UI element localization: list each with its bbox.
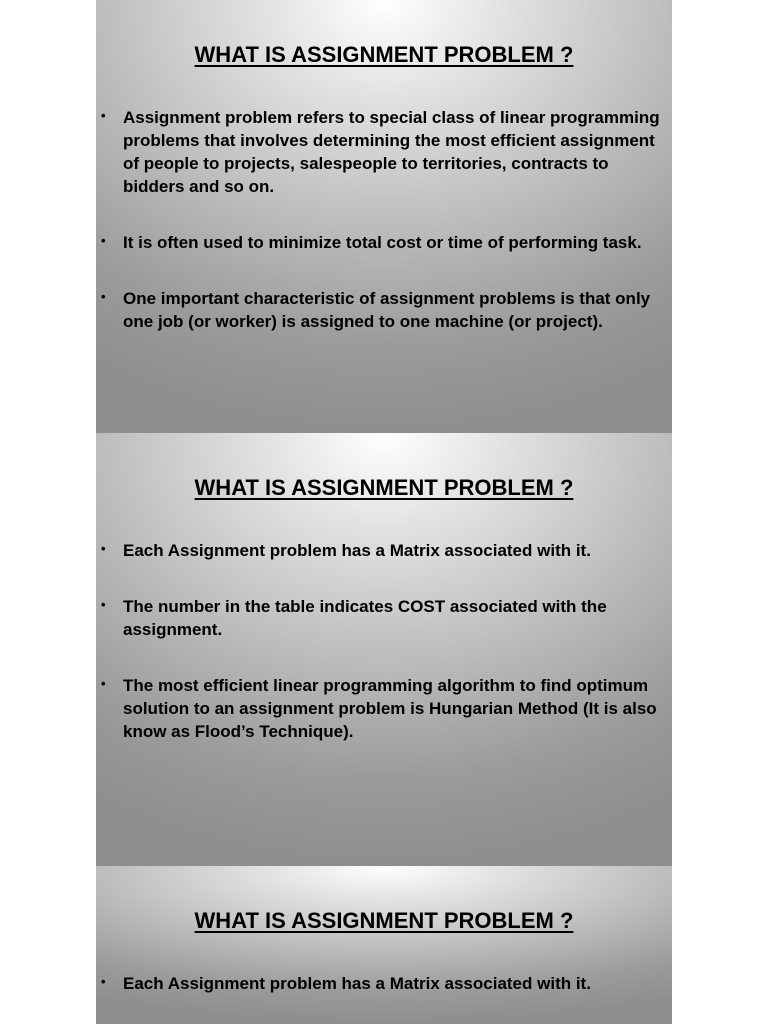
bullet-item bbox=[96, 231, 672, 254]
bullet-text: Each Assignment problem has a Matrix associated with it. bbox=[123, 974, 591, 993]
bullet-dot-icon: • bbox=[101, 597, 106, 612]
bullet-dot-icon: • bbox=[101, 289, 106, 304]
bullet-text: It is often used to minimize total cost or time of performing task. bbox=[123, 233, 642, 252]
bullet-text: Assignment problem refers to special class of linear programming problems that involves determining the most efficient assignment of people to projects, salespeople to territories, contracts to bidders and so on. bbox=[123, 108, 660, 196]
slide-title: WHAT IS ASSIGNMENT PROBLEM ? bbox=[194, 42, 574, 67]
bullet-dot-icon: • bbox=[101, 676, 106, 691]
bullet-list bbox=[96, 106, 672, 366]
bullet-text: The most efficient linear programming algorithm to find optimum solution to an assignment problem is Hungarian Method (It is also know as Flood’s Technique). bbox=[123, 676, 657, 741]
slide-2 bbox=[96, 433, 672, 866]
slide-title: WHAT IS ASSIGNMENT PROBLEM ? bbox=[194, 475, 574, 500]
bullet-item bbox=[96, 539, 672, 562]
bullet-dot-icon: • bbox=[101, 974, 106, 989]
bullet-item bbox=[96, 674, 672, 743]
bullet-item bbox=[96, 287, 672, 333]
bullet-text: Each Assignment problem has a Matrix associated with it. bbox=[123, 541, 591, 560]
bullet-dot-icon: • bbox=[101, 108, 106, 123]
bullet-text: The number in the table indicates COST associated with the assignment. bbox=[123, 597, 607, 639]
bullet-text: One important characteristic of assignment problems is that only one job (or worker) is assigned to one machine (or project). bbox=[123, 289, 651, 331]
slide-1 bbox=[96, 0, 672, 433]
bullet-list bbox=[96, 972, 672, 1024]
slide-title: WHAT IS ASSIGNMENT PROBLEM ? bbox=[194, 908, 574, 933]
bullet-list bbox=[96, 539, 672, 776]
bullet-item bbox=[96, 106, 672, 198]
bullet-dot-icon: • bbox=[101, 233, 106, 248]
slide-3 bbox=[96, 866, 672, 1024]
bullet-dot-icon: • bbox=[101, 541, 106, 556]
document-page bbox=[96, 0, 672, 1024]
bullet-item bbox=[96, 595, 672, 641]
bullet-item bbox=[96, 972, 672, 995]
